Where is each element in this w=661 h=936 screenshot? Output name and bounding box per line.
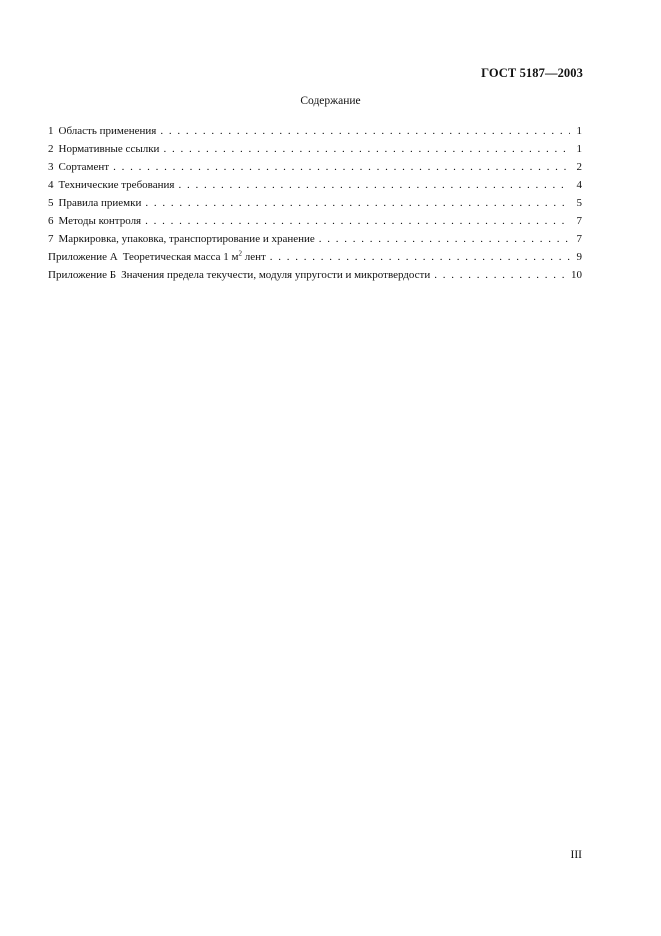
toc-leader-dots — [163, 140, 570, 158]
toc-entry-1[interactable] — [48, 122, 582, 140]
toc-leader-dots — [434, 266, 567, 284]
toc-entry-page: 7 — [576, 233, 582, 245]
toc-entry-number: 6 — [48, 215, 54, 227]
toc-entry-appendix-a[interactable] — [48, 248, 582, 266]
toc-entry-page: 1 — [576, 125, 582, 137]
toc-entry-number: 5 — [48, 197, 54, 209]
toc-entry-6[interactable] — [48, 212, 582, 230]
document-code: ГОСТ 5187—2003 — [481, 66, 583, 80]
toc-title: Содержание — [300, 95, 361, 107]
toc-entry-3[interactable] — [48, 158, 582, 176]
toc-leader-dots — [270, 248, 570, 266]
toc-entry-number: 7 — [48, 233, 54, 245]
toc-entry-appendix-b[interactable] — [48, 266, 582, 284]
toc-entry-2[interactable] — [48, 140, 582, 158]
toc-entry-label: Методы контроля — [58, 215, 142, 227]
toc-entry-number: 3 — [48, 161, 54, 173]
toc-entry-7[interactable] — [48, 230, 582, 248]
toc-entry-page: 10 — [571, 269, 582, 281]
toc-entry-number: 4 — [48, 179, 54, 191]
toc-entry-number: 1 — [48, 125, 54, 137]
toc-entry-page: 4 — [576, 179, 582, 191]
toc-entry-page: 9 — [576, 251, 582, 263]
toc-entry-label: Сортамент — [58, 161, 110, 173]
toc-leader-dots — [160, 122, 570, 140]
toc-entry-page: 1 — [576, 143, 582, 155]
toc-entry-label: Область применения — [58, 125, 157, 137]
toc-entry-label-tail: лент — [241, 251, 266, 263]
toc-entry-page: 7 — [576, 215, 582, 227]
toc-leader-dots — [145, 212, 570, 230]
toc-leader-dots — [113, 158, 570, 176]
toc-entry-number: Приложение А — [48, 251, 118, 263]
toc-entry-label-superscript: 2 — [238, 249, 242, 258]
toc-entry-label: Маркировка, упаковка, транспортирование и хранение — [58, 233, 315, 245]
toc-entry-number: 2 — [48, 143, 54, 155]
toc-entry-number: Приложение Б — [48, 269, 117, 281]
toc-leader-dots — [145, 194, 570, 212]
table-of-contents — [48, 122, 582, 284]
toc-leader-dots — [319, 230, 570, 248]
toc-entry-4[interactable] — [48, 176, 582, 194]
toc-entry-label: Нормативные ссылки — [58, 143, 160, 155]
toc-entry-page: 2 — [576, 161, 582, 173]
page-number: III — [570, 849, 582, 861]
toc-entry-label-main: Теоретическая масса 1 м — [122, 251, 239, 263]
toc-entry-label: Значения предела текучести, модуля упругости и микротвердости — [121, 269, 431, 281]
toc-entry-5[interactable] — [48, 194, 582, 212]
toc-entry-label — [118, 248, 266, 266]
toc-entry-label: Правила приемки — [58, 197, 142, 209]
toc-leader-dots — [178, 176, 570, 194]
toc-entry-label: Технические требования — [58, 179, 175, 191]
toc-entry-page: 5 — [576, 197, 582, 209]
